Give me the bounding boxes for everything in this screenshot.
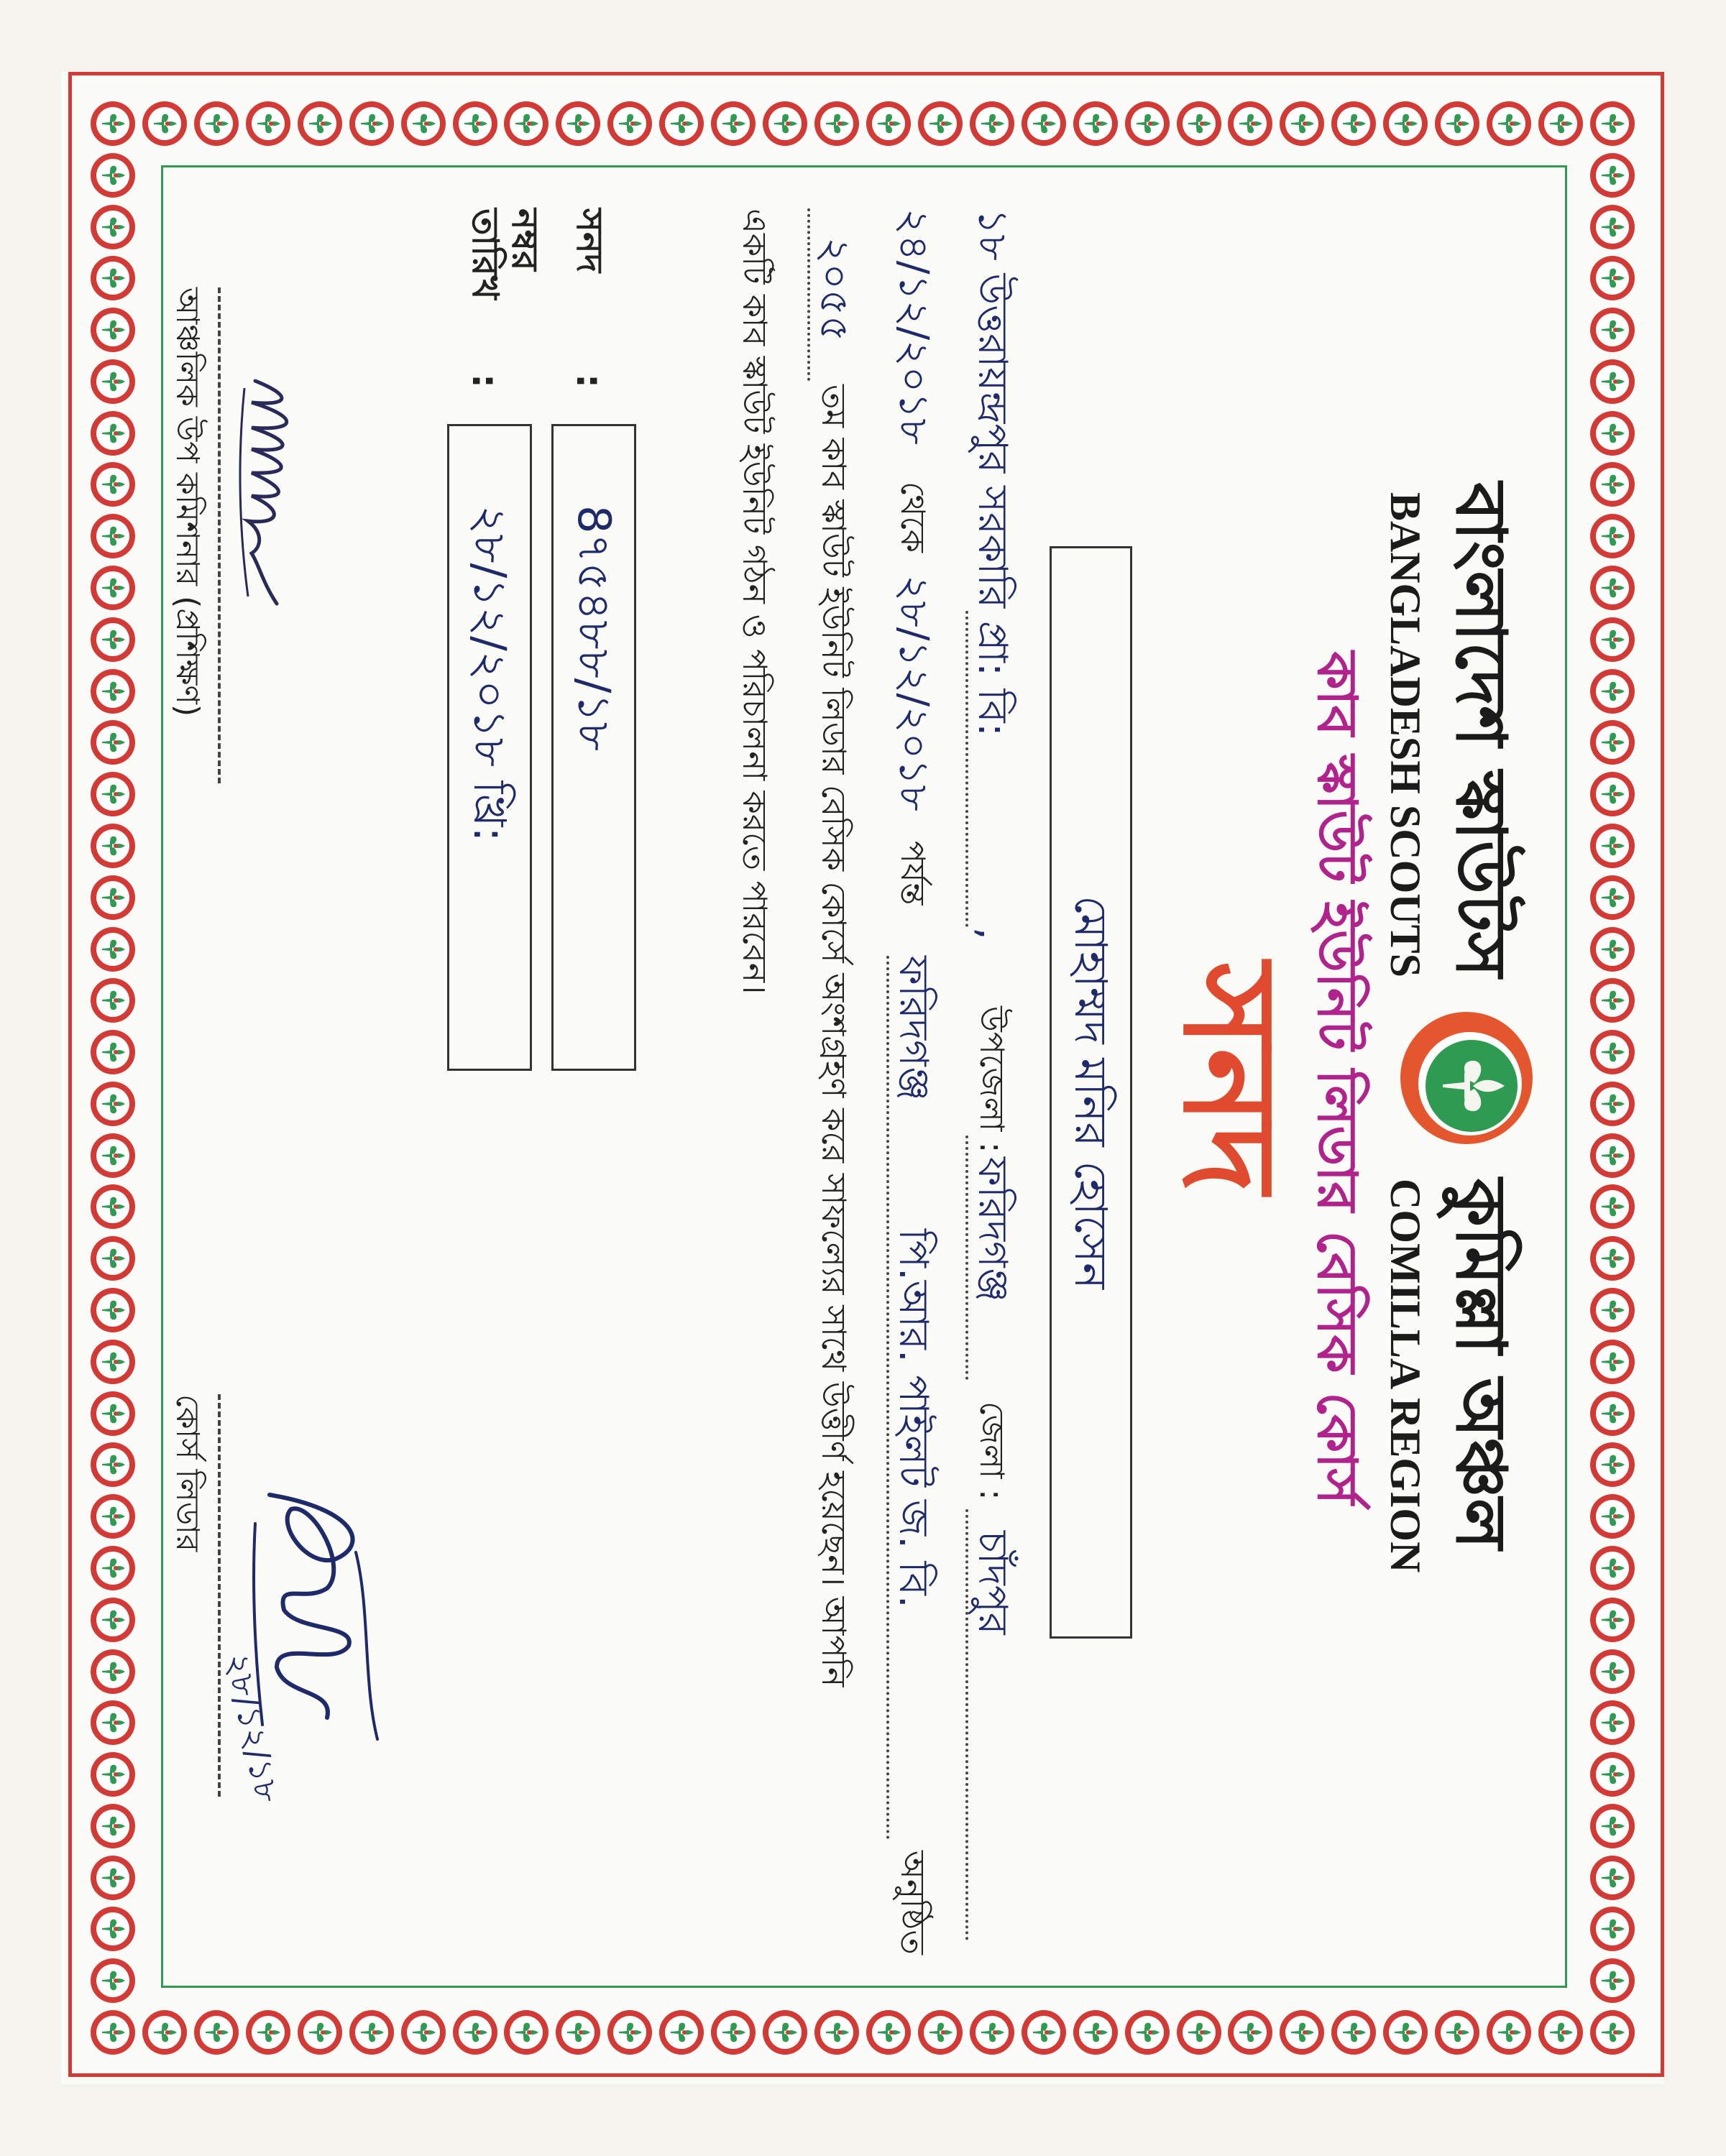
- medallion-icon: [657, 2008, 706, 2057]
- medallion-icon: [1588, 203, 1637, 252]
- medallion-icon: [1588, 1079, 1637, 1128]
- medallion-icon: [1588, 925, 1637, 974]
- medallion-icon: [1588, 1647, 1637, 1696]
- medallion-icon: [88, 1802, 137, 1851]
- medallion-icon: [88, 1544, 137, 1593]
- medallion-icon: [1588, 1286, 1637, 1335]
- medallion-icon: [864, 2008, 913, 2057]
- medallion-icon: [88, 203, 137, 252]
- medallion-icon: [88, 1182, 137, 1231]
- medallion-icon: [88, 2008, 137, 2057]
- upazila-value: ফরিদগঞ্জ: [969, 1157, 1016, 1302]
- upazila-label: উপজেলা :: [973, 1006, 1011, 1153]
- medallion-icon: [88, 1440, 137, 1489]
- medallion-icon: [88, 1647, 137, 1696]
- date-from: ২৪/১২/২০১৮: [890, 208, 937, 445]
- medallion-icon: [88, 305, 137, 354]
- certificate: [61, 72, 1664, 2084]
- issue-date-label: তারিখ: [464, 208, 506, 300]
- venue-school: পি.আর. পাইলট জ. বি.: [890, 1229, 937, 1608]
- medallion-icon: [1588, 873, 1637, 922]
- medallion-icon: [1588, 1440, 1637, 1489]
- medallion-icon: [88, 1750, 137, 1799]
- course-title: কাব স্কাউট ইউনিট লিডার বেসিক কোর্স: [1305, 651, 1369, 1505]
- medallion-icon: [1019, 99, 1068, 148]
- medallion-icon: [1588, 563, 1637, 612]
- medallion-icon: [1588, 1853, 1637, 1902]
- medallion-icon: [88, 563, 137, 612]
- medallion-icon: [88, 99, 137, 148]
- medallion-icon: [1588, 718, 1637, 767]
- medallion-icon: [88, 1956, 137, 2005]
- certificate-number-value: 8৭৫৪৮৮/১৮: [568, 505, 620, 752]
- medallion-icon: [88, 718, 137, 767]
- from-word: থেকে: [894, 482, 932, 553]
- right-signature-line: [218, 1394, 221, 1797]
- medallion-icon: [88, 1904, 137, 1953]
- left-signature-line: [218, 287, 221, 783]
- medallion-icon: [88, 254, 137, 303]
- org-name-bn: বাংলাদেশ স্কাউটস: [1441, 482, 1521, 977]
- dotted-underline: [965, 611, 968, 927]
- medallion-icon: [192, 99, 241, 148]
- medallion-icon: [1588, 615, 1637, 664]
- medallion-icon: [1588, 460, 1637, 509]
- medallion-icon: [1588, 512, 1637, 561]
- body-line-4-text: একটি কাব স্কাউট ইউনিট গঠন ও পরিচালনা করতে পারবেন।: [735, 208, 774, 995]
- issue-date-colon: :: [464, 374, 506, 388]
- medallion-icon: [968, 2008, 1016, 2057]
- recipient-name-box: [1050, 546, 1132, 1639]
- medallion-icon: [88, 667, 137, 716]
- body-line-3-text: তম কাব স্কাউট ইউনিট লিডার বেসিক কোর্সে অংশগ্রহণ করে সাফল্যের সাথে উত্তীর্ণ হয়েছেন। আপনি: [814, 384, 853, 1687]
- medallion-icon: [864, 99, 913, 148]
- medallion-icon: [968, 99, 1016, 148]
- medallion-icon: [347, 2008, 396, 2057]
- medallion-icon: [1588, 1904, 1637, 1953]
- medallion-icon: [88, 770, 137, 819]
- medallion-icon: [1588, 1182, 1637, 1231]
- dotted-underline: [807, 208, 810, 381]
- medallion-icon: [1588, 770, 1637, 819]
- medallion-icon: [1588, 1544, 1637, 1593]
- medallion-icon: [1588, 2008, 1637, 2057]
- medallion-icon: [1588, 99, 1637, 148]
- medallion-icon: [554, 2008, 602, 2057]
- medallion-icon: [709, 99, 758, 148]
- medallion-icon: [1588, 1956, 1637, 2005]
- medallion-icon: [88, 1234, 137, 1283]
- medallion-icon: [554, 99, 602, 148]
- medallion-icon: [1588, 1337, 1637, 1386]
- medallion-icon: [88, 1698, 137, 1747]
- medallion-icon: [88, 1028, 137, 1077]
- medallion-icon: [1588, 1234, 1637, 1283]
- medallion-icon: [88, 1853, 137, 1902]
- medallion-icon: [88, 1131, 137, 1180]
- medallion-icon: [1588, 357, 1637, 406]
- medallion-icon: [812, 99, 861, 148]
- medallion-icon: [1536, 2008, 1585, 2057]
- medallion-icon: [812, 2008, 861, 2057]
- medallion-icon: [1071, 2008, 1120, 2057]
- medallion-icon: [1588, 254, 1637, 303]
- district-label: জেলা :: [973, 1401, 1011, 1501]
- region-name-bn: কুমিল্লা অঞ্চল: [1441, 1179, 1521, 1550]
- medallion-icon: [1588, 1389, 1637, 1438]
- medallion-icon: [1019, 2008, 1068, 2057]
- medallion-icon: [502, 2008, 551, 2057]
- medallion-icon: [88, 873, 137, 922]
- medallion-icon: [88, 615, 137, 664]
- medallion-icon: [657, 99, 706, 148]
- header-english: [1380, 72, 1431, 2084]
- to-word: পর্যন্ত: [894, 841, 932, 906]
- medallion-icon: [140, 99, 189, 148]
- medallion-icon: [88, 512, 137, 561]
- medallion-icon: [1588, 1492, 1637, 1541]
- medallion-icon: [605, 2008, 654, 2057]
- medallion-icon: [1588, 667, 1637, 716]
- dotted-underline: [886, 956, 889, 1840]
- medallion-icon: [192, 2008, 241, 2057]
- recipient-name: মোহাম্মদ মনির হোসেন: [1065, 895, 1117, 1289]
- medallion-icon: [399, 99, 448, 148]
- course-number: ২০৫৫: [811, 237, 858, 342]
- org-name-en: BANGLADESH SCOUTS: [1382, 492, 1429, 977]
- medallion-icon: [88, 976, 137, 1025]
- date-to: ২৮/১২/২০১৮: [890, 575, 937, 811]
- medallion-icon: [1588, 821, 1637, 870]
- medallion-icon: [761, 2008, 809, 2057]
- medallion-icon: [88, 1492, 137, 1541]
- medallion-icon: [1588, 1595, 1637, 1644]
- district-value: চাঁদপুর: [969, 1531, 1016, 1635]
- issue-date-value: ২৮/১২/২০১৮ খ্রি:: [464, 505, 516, 842]
- right-signature-date: ২৮/১২/১৮: [217, 1649, 288, 1806]
- medallion-icon: [1588, 305, 1637, 354]
- certificate-title: সনদ: [1155, 962, 1305, 1194]
- right-signature-title: কোর্স লিডার: [169, 1394, 206, 1552]
- medallion-icon: [399, 2008, 448, 2057]
- school-name: ১৮ উত্তরায়ন্দ্রপুর সরকারি প্রা: বি:: [969, 208, 1016, 737]
- medallion-icon: [709, 2008, 758, 2057]
- medallion-icon: [244, 2008, 293, 2057]
- medallion-icon: [1588, 1750, 1637, 1799]
- medallion-icon: [605, 99, 654, 148]
- medallion-icon: [1536, 99, 1585, 148]
- medallion-icon: [1588, 976, 1637, 1025]
- medallion-icon: [1588, 409, 1637, 458]
- medallion-icon: [1588, 1802, 1637, 1851]
- medallion-icon: [916, 99, 965, 148]
- medallion-icon: [88, 925, 137, 974]
- medallion-icon: [451, 2008, 500, 2057]
- left-signature-icon: [226, 374, 320, 611]
- certificate-number-colon: :: [569, 374, 610, 388]
- medallion-icon: [88, 1286, 137, 1335]
- medallion-icon: [451, 99, 500, 148]
- medallion-icon: [88, 409, 137, 458]
- medallion-icon: [1588, 151, 1637, 200]
- certificate-number-box: [551, 424, 636, 1071]
- medallion-icon: [88, 821, 137, 870]
- medallion-icon: [1588, 1028, 1637, 1077]
- medallion-icon: [347, 99, 396, 148]
- medallion-icon: [502, 99, 551, 148]
- medallion-icon: [295, 99, 344, 148]
- medallion-icon: [916, 2008, 965, 2057]
- left-signature-title: আঞ্চলিক উপ কমিশনার (প্রশিক্ষণ): [169, 287, 206, 717]
- medallion-icon: [88, 151, 137, 200]
- medallion-icon: [1588, 1698, 1637, 1747]
- medallion-icon: [88, 460, 137, 509]
- medallion-icon: [88, 1595, 137, 1644]
- comma-mark: ,: [969, 927, 1016, 940]
- venue-place: ফরিদগঞ্জ: [890, 956, 937, 1101]
- medallion-icon: [761, 99, 809, 148]
- medallion-icon: [88, 357, 137, 406]
- medallion-icon: [88, 1389, 137, 1438]
- held-word: অনুষ্ঠিত: [894, 1851, 932, 1955]
- certificate-number-label: সনদ নম্বর: [504, 208, 610, 273]
- medallion-icon: [295, 2008, 344, 2057]
- issue-date-box: [447, 424, 532, 1071]
- region-name-en: COMILLA REGION: [1382, 1179, 1429, 1573]
- medallion-icon: [88, 1079, 137, 1128]
- medallion-icon: [140, 2008, 189, 2057]
- medallion-icon: [1588, 1131, 1637, 1180]
- medallion-icon: [244, 99, 293, 148]
- medallion-icon: [1071, 99, 1120, 148]
- medallion-icon: [88, 1337, 137, 1386]
